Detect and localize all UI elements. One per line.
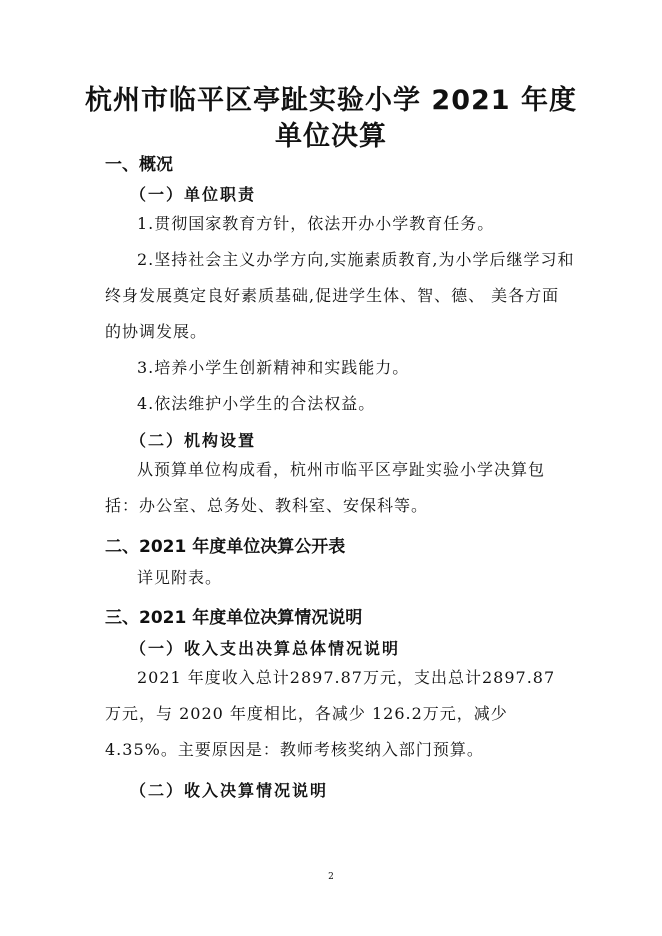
paragraph-duty-4: 4.依法维护小学生的合法权益。 [137,394,376,413]
heading-organization: （二）机构设置 [130,431,257,450]
document-title-line2: 单位决算 [275,121,387,152]
heading-explanation: 三、2021 年度单位决算情况说明 [105,608,363,628]
heading-public-table: 二、2021 年度单位决算公开表 [105,537,346,557]
heading-overview: 一、概况 [105,155,173,175]
paragraph-organization: 从预算单位构成看，杭州市临平区亭趾实验小学决算包括：办公室、总务处、教科室、安保科等。 [105,460,546,515]
page-number: 2 [328,872,334,882]
paragraph-duty-2: 2.坚持社会主义办学方向,实施素质教育,为小学后继学习和终身发展奠定良好素质基础,促进学生体、智、德、 美各方面的协调发展。 [105,250,575,341]
paragraph-duty-3: 3.培养小学生创新精神和实践能力。 [137,358,410,377]
paragraph-duty-1: 1.贯彻国家教育方针，依法开办小学教育任务。 [137,214,495,233]
paragraph-overall: 2021 年度收入总计2897.87万元，支出总计2897.87 万元，与 2020 年度相比，各减少 126.2万元，减少4.35%。主要原因是：教师考核奖纳入部门预算。 [105,668,556,759]
heading-overall: （一）收入支出决算总体情况说明 [130,639,401,658]
heading-income: （二）收入决算情况说明 [130,781,329,800]
document-title-line1: 杭州市临平区亭趾实验小学 2021 年度 [85,85,577,116]
paragraph-see-attached: 详见附表。 [137,568,223,587]
heading-duties: （一）单位职责 [130,185,257,204]
